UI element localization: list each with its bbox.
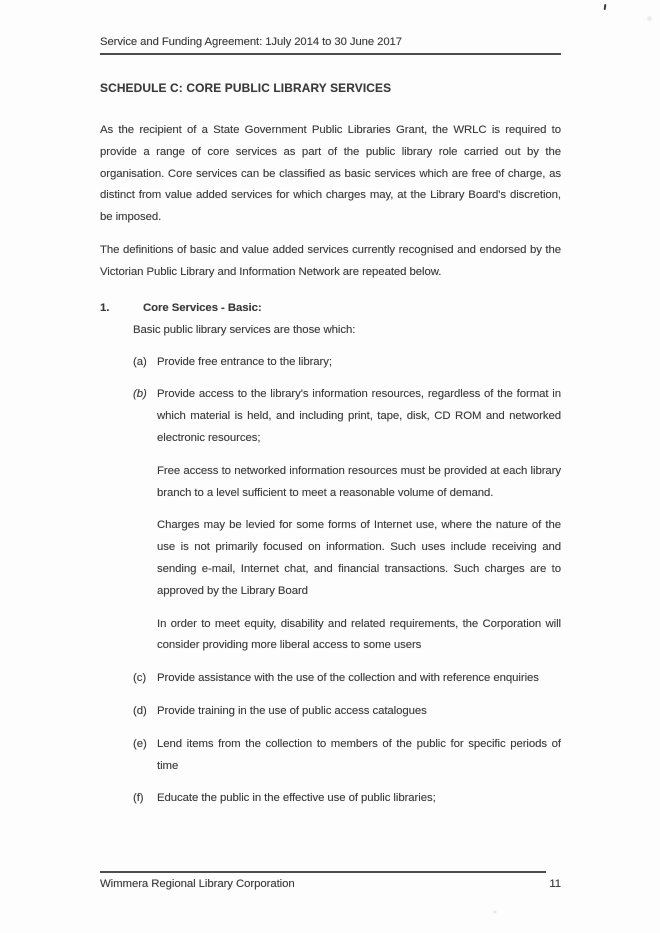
section-intro: Basic public library services are those which:	[133, 323, 356, 336]
item-sub-paragraph: In order to meet equity, disability and related requirements, the Corporation will consider providing more liberal access to some users	[157, 617, 561, 652]
item-marker: (b)	[133, 388, 147, 401]
item-text: Provide access to the library's information resources, regardless of the format in which material is held, and including print, tape, disk, CD ROM and networked electronic resources;	[157, 388, 561, 444]
section-number: 1.	[100, 301, 110, 314]
schedule-title: SCHEDULE C: CORE PUBLIC LIBRARY SERVICES	[100, 81, 392, 95]
item-text: Provide training in the use of public access catalogues	[157, 704, 427, 717]
item-marker: (d)	[133, 704, 147, 717]
item-text: Provide free entrance to the library;	[157, 355, 332, 368]
page-number: 11	[549, 878, 561, 890]
item-text: Educate the public in the effective use of public libraries;	[157, 792, 436, 805]
running-header-text: Service and Funding Agreement: 1July 2014 to 30 June 2017	[100, 36, 402, 48]
item-text: Lend items from the collection to members of the public for specific periods of time	[157, 737, 561, 772]
item-sub-paragraph: Charges may be levied for some forms of Internet use, where the nature of the use is not primarily focused on information. Such uses include receiving and sending e-mail, Internet chat, and financial transactions. Such charges are to approved by the Library Board	[157, 519, 561, 597]
footer-row	[100, 878, 561, 891]
body-paragraph: The definitions of basic and value added services currently recognised and endorsed by the Victorian Public Library and Information Network are repeated below.	[100, 243, 561, 278]
item-marker: (f)	[133, 792, 144, 805]
item-marker: (a)	[133, 355, 147, 368]
section-heading	[100, 297, 561, 319]
page-footer	[100, 871, 561, 891]
list-item-b	[133, 384, 561, 449]
footer-organisation: Wimmera Regional Library Corporation	[100, 878, 295, 890]
section-heading-text: Core Services - Basic:	[143, 301, 262, 314]
body-paragraph: As the recipient of a State Government Public Libraries Grant, the WRLC is required to provide a range of core services as part of the public library role carried out by the organisation. Core services can be classified as basic services which are free of charge, as distinct from value added services for which charges may, at the Library Board's discretion, be imposed.	[100, 124, 561, 224]
list-item-e	[133, 734, 561, 778]
scan-artifact-smudge	[646, 15, 653, 22]
running-header	[100, 36, 561, 55]
list-item-a	[133, 352, 561, 374]
item-text: Provide assistance with the use of the collection and with reference enquiries	[157, 672, 539, 685]
document-content	[100, 36, 561, 810]
scan-artifact-mark	[604, 4, 607, 10]
list-item-f	[133, 788, 561, 810]
scan-artifact-dot	[493, 910, 497, 914]
footer-rule	[100, 871, 546, 873]
list-item-c	[133, 668, 561, 690]
item-marker: (e)	[133, 737, 147, 750]
list-item-d	[133, 701, 561, 723]
item-sub-paragraph: Free access to networked information resources must be provided at each library branch to a level sufficient to meet a reasonable volume of demand.	[157, 464, 561, 499]
item-marker: (c)	[133, 672, 147, 685]
